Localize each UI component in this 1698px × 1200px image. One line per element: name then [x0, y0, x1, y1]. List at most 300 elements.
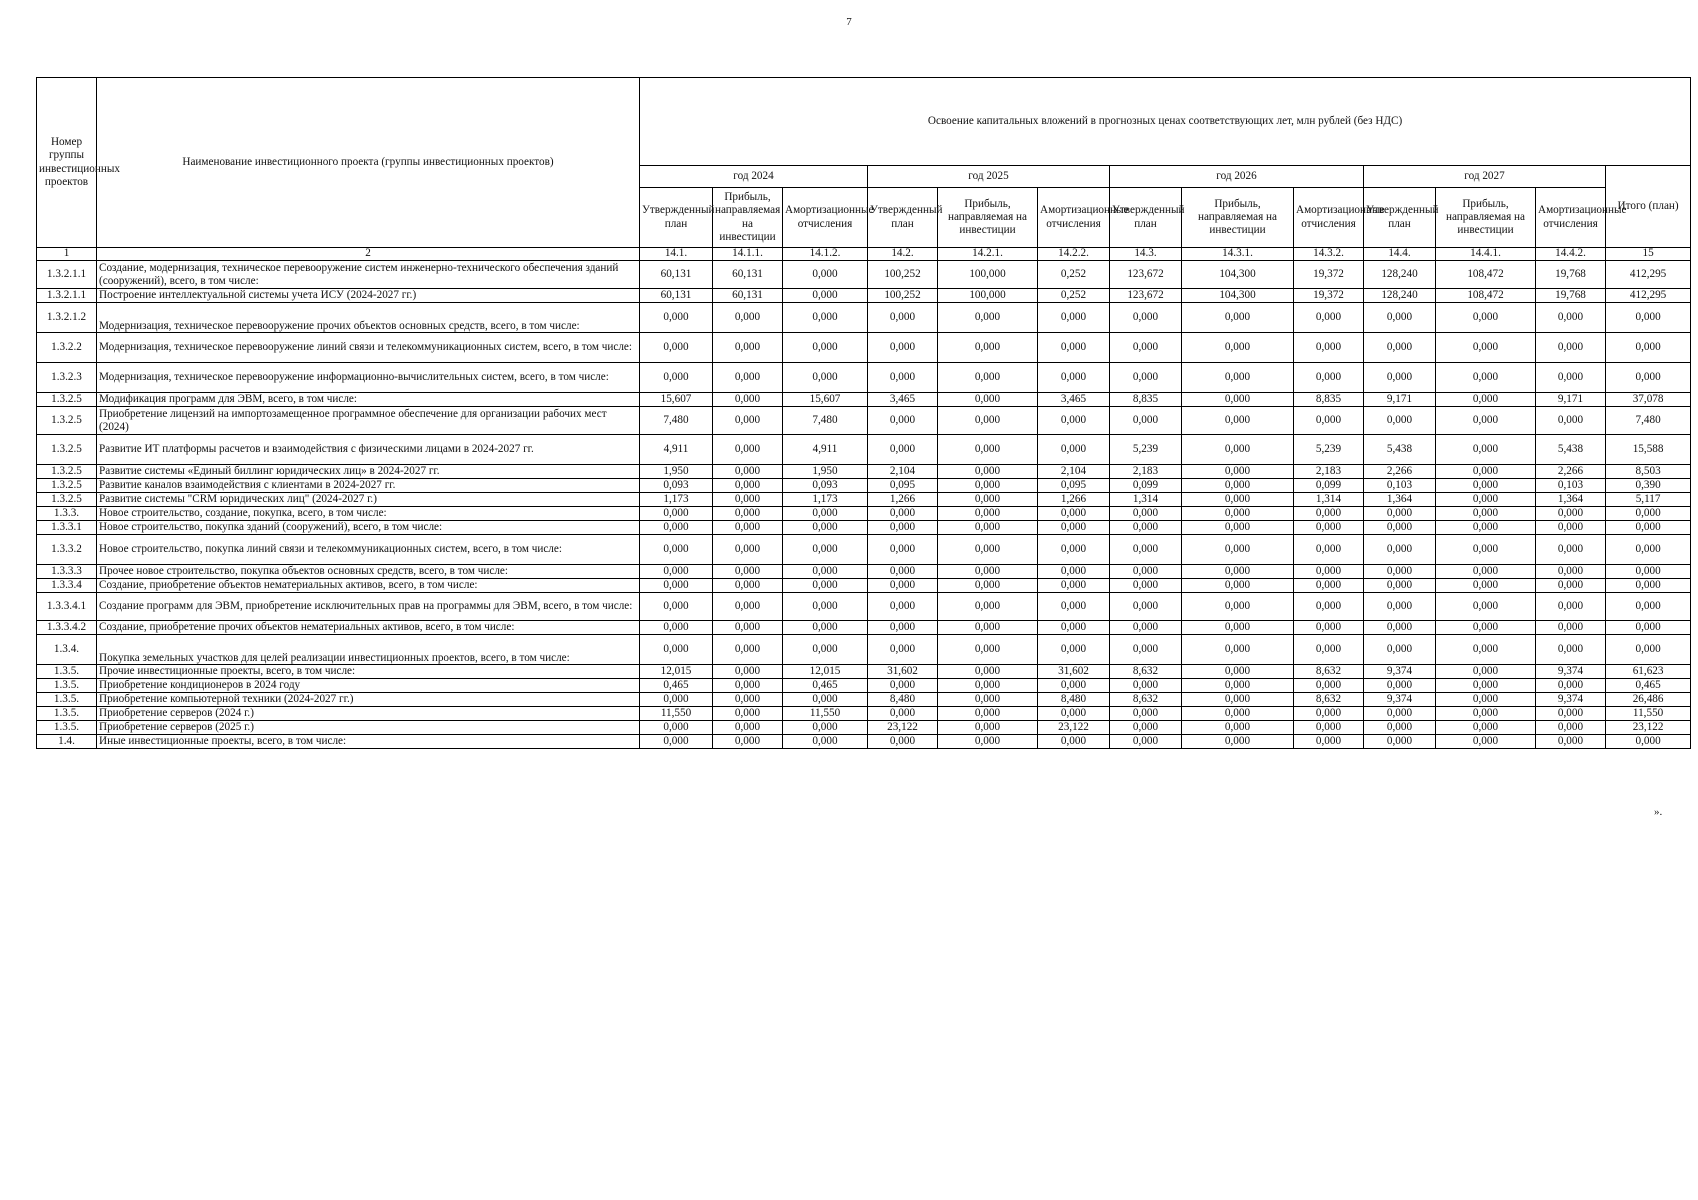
row-group-number: 1.3.2.1.2 [37, 303, 97, 333]
row-value-cell: 11,550 [1606, 707, 1691, 721]
index-cell: 14.4.1. [1436, 248, 1536, 261]
row-project-name: Приобретение лицензий на импортозамещенное программное обеспечение для организации рабочих мест (2024) [97, 407, 640, 435]
row-value-cell: 1,314 [1110, 493, 1182, 507]
row-project-name: Покупка земельных участков для целей реализации инвестиционных проектов, всего, в том числе: [97, 635, 640, 665]
row-value-cell: 0,000 [1294, 593, 1364, 621]
row-value-cell: 8,480 [1038, 693, 1110, 707]
row-value-cell: 0,000 [1294, 679, 1364, 693]
row-value-cell: 0,000 [783, 535, 868, 565]
row-value-cell: 15,607 [640, 393, 713, 407]
row-project-name: Создание, приобретение объектов нематериальных активов, всего, в том числе: [97, 579, 640, 593]
row-value-cell: 60,131 [640, 289, 713, 303]
row-group-number: 1.3.2.5 [37, 493, 97, 507]
row-value-cell: 5,438 [1364, 435, 1436, 465]
row-value-cell: 0,000 [1436, 407, 1536, 435]
row-value-cell: 9,374 [1364, 693, 1436, 707]
row-value-cell: 0,000 [713, 565, 783, 579]
row-value-cell: 0,000 [1110, 579, 1182, 593]
row-value-cell: 1,314 [1294, 493, 1364, 507]
row-value-cell: 0,000 [640, 593, 713, 621]
table-row [37, 521, 1691, 535]
index-cell: 14.3.1. [1182, 248, 1294, 261]
row-value-cell: 0,000 [938, 363, 1038, 393]
row-value-cell: 0,000 [1436, 565, 1536, 579]
row-value-cell: 8,503 [1606, 465, 1691, 479]
row-value-cell: 0,000 [938, 479, 1038, 493]
row-group-number: 1.3.5. [37, 679, 97, 693]
row-value-cell: 0,000 [1110, 303, 1182, 333]
row-value-cell: 2,183 [1294, 465, 1364, 479]
table-row [37, 679, 1691, 693]
row-value-cell: 0,000 [1364, 593, 1436, 621]
header-profit-2026: Прибыль, направляемая на инвестиции [1182, 188, 1294, 248]
header-year-2027: год 2027 [1364, 166, 1606, 188]
header-amort-2027: Амортизационные отчисления [1536, 188, 1606, 248]
row-group-number: 1.3.2.2 [37, 333, 97, 363]
row-value-cell: 19,768 [1536, 261, 1606, 289]
row-group-number: 1.3.4. [37, 635, 97, 665]
row-value-cell: 1,266 [868, 493, 938, 507]
row-project-name: Создание, приобретение прочих объектов нематериальных активов, всего, в том числе: [97, 621, 640, 635]
row-project-name: Приобретение кондиционеров в 2024 году [97, 679, 640, 693]
row-value-cell: 0,000 [938, 665, 1038, 679]
index-cell: 2 [97, 248, 640, 261]
row-project-name: Модернизация, техническое перевооружение прочих объектов основных средств, всего, в том числе: [97, 303, 640, 333]
row-project-name: Создание программ для ЭВМ, приобретение исключительных прав на программы для ЭВМ, всего, в том числе: [97, 593, 640, 621]
row-value-cell: 0,093 [783, 479, 868, 493]
row-value-cell: 0,000 [1038, 593, 1110, 621]
row-value-cell: 0,000 [938, 493, 1038, 507]
row-value-cell: 0,000 [1606, 507, 1691, 521]
row-value-cell: 0,252 [1038, 289, 1110, 303]
row-value-cell: 9,374 [1536, 693, 1606, 707]
index-cell: 15 [1606, 248, 1691, 261]
page-number: 7 [846, 16, 852, 28]
row-group-number: 1.3.3.3 [37, 565, 97, 579]
row-value-cell: 0,000 [1536, 363, 1606, 393]
row-value-cell: 0,000 [640, 735, 713, 749]
row-value-cell: 0,000 [1536, 621, 1606, 635]
row-value-cell: 0,000 [1436, 435, 1536, 465]
row-value-cell: 1,950 [640, 465, 713, 479]
row-value-cell: 0,000 [1182, 721, 1294, 735]
row-value-cell: 0,000 [1364, 521, 1436, 535]
row-value-cell: 11,550 [783, 707, 868, 721]
table-row [37, 261, 1691, 289]
row-value-cell: 0,465 [783, 679, 868, 693]
row-value-cell: 0,000 [783, 289, 868, 303]
row-value-cell: 4,911 [783, 435, 868, 465]
row-value-cell: 0,000 [1536, 593, 1606, 621]
header-profit-2027: Прибыль, направляемая на инвестиции [1436, 188, 1536, 248]
row-value-cell: 0,000 [1364, 407, 1436, 435]
row-value-cell: 0,000 [1182, 693, 1294, 707]
row-value-cell: 0,000 [1606, 579, 1691, 593]
row-value-cell: 0,000 [1182, 435, 1294, 465]
row-value-cell: 0,000 [938, 693, 1038, 707]
row-value-cell: 0,000 [1294, 507, 1364, 521]
row-value-cell: 0,000 [640, 693, 713, 707]
row-value-cell: 0,000 [1364, 579, 1436, 593]
row-value-cell: 1,266 [1038, 493, 1110, 507]
row-value-cell: 8,835 [1110, 393, 1182, 407]
row-value-cell: 23,122 [868, 721, 938, 735]
table-row [37, 565, 1691, 579]
row-value-cell: 4,911 [640, 435, 713, 465]
row-value-cell: 0,000 [1364, 507, 1436, 521]
row-group-number: 1.4. [37, 735, 97, 749]
row-value-cell: 108,472 [1436, 261, 1536, 289]
row-value-cell: 0,000 [1110, 333, 1182, 363]
row-value-cell: 12,015 [640, 665, 713, 679]
header-year-2025: год 2025 [868, 166, 1110, 188]
row-value-cell: 0,000 [1110, 721, 1182, 735]
row-value-cell: 0,000 [1110, 621, 1182, 635]
row-value-cell: 0,000 [938, 521, 1038, 535]
row-value-cell: 0,000 [713, 333, 783, 363]
row-value-cell: 0,000 [1536, 635, 1606, 665]
row-value-cell: 19,768 [1536, 289, 1606, 303]
header-profit-2024: Прибыль, направляемая на инвестиции [713, 188, 783, 248]
row-value-cell: 2,104 [1038, 465, 1110, 479]
row-value-cell: 3,465 [868, 393, 938, 407]
index-cell: 14.2.1. [938, 248, 1038, 261]
row-value-cell: 0,000 [1436, 721, 1536, 735]
row-value-cell: 0,000 [1294, 303, 1364, 333]
row-value-cell: 0,000 [1436, 363, 1536, 393]
row-value-cell: 19,372 [1294, 261, 1364, 289]
row-value-cell: 0,000 [868, 707, 938, 721]
table-row [37, 707, 1691, 721]
row-value-cell: 0,000 [1436, 735, 1536, 749]
row-value-cell: 0,000 [1436, 535, 1536, 565]
row-value-cell: 8,632 [1110, 693, 1182, 707]
table-row [37, 393, 1691, 407]
end-mark: ». [1654, 806, 1663, 818]
row-group-number: 1.3.3. [37, 507, 97, 521]
table-body [37, 261, 1691, 749]
row-value-cell: 0,000 [1182, 465, 1294, 479]
row-value-cell: 0,000 [1294, 521, 1364, 535]
row-value-cell: 0,000 [640, 303, 713, 333]
row-value-cell: 7,480 [640, 407, 713, 435]
row-project-name: Развитие каналов взаимодействия с клиентами в 2024-2027 гг. [97, 479, 640, 493]
row-value-cell: 412,295 [1606, 261, 1691, 289]
row-value-cell: 0,390 [1606, 479, 1691, 493]
row-value-cell: 9,374 [1364, 665, 1436, 679]
row-project-name: Приобретение компьютерной техники (2024-2027 гг.) [97, 693, 640, 707]
row-value-cell: 0,000 [1436, 707, 1536, 721]
row-value-cell: 0,000 [1182, 479, 1294, 493]
header-approved-2026: Утвержденный план [1110, 188, 1182, 248]
row-value-cell: 2,266 [1364, 465, 1436, 479]
row-value-cell: 0,000 [713, 679, 783, 693]
row-value-cell: 100,000 [938, 289, 1038, 303]
row-value-cell: 0,093 [640, 479, 713, 493]
row-value-cell: 0,000 [783, 621, 868, 635]
row-value-cell: 0,000 [1436, 493, 1536, 507]
row-value-cell: 0,000 [783, 721, 868, 735]
row-value-cell: 15,607 [783, 393, 868, 407]
row-value-cell: 0,000 [1182, 735, 1294, 749]
row-value-cell: 0,000 [1110, 535, 1182, 565]
row-project-name: Развитие системы «Единый биллинг юридических лиц» в 2024-2027 гг. [97, 465, 640, 479]
row-group-number: 1.3.2.5 [37, 465, 97, 479]
row-value-cell: 0,000 [868, 593, 938, 621]
header-project-name: Наименование инвестиционного проекта (группы инвестиционных проектов) [97, 78, 640, 248]
row-value-cell: 0,000 [713, 665, 783, 679]
row-group-number: 1.3.2.1.1 [37, 289, 97, 303]
row-value-cell: 0,000 [1536, 303, 1606, 333]
row-value-cell: 0,000 [938, 707, 1038, 721]
table-row [37, 735, 1691, 749]
row-value-cell: 0,099 [1294, 479, 1364, 493]
row-project-name: Прочее новое строительство, покупка объектов основных средств, всего, в том числе: [97, 565, 640, 579]
row-value-cell: 3,465 [1038, 393, 1110, 407]
header-group-number: Номер группы инвестиционных проектов [37, 78, 97, 248]
header-amort-2025: Амортизационные отчисления [1038, 188, 1110, 248]
row-value-cell: 0,000 [938, 435, 1038, 465]
row-value-cell: 1,364 [1536, 493, 1606, 507]
row-group-number: 1.3.2.5 [37, 407, 97, 435]
row-value-cell: 60,131 [640, 261, 713, 289]
row-value-cell: 0,000 [640, 363, 713, 393]
row-value-cell: 60,131 [713, 261, 783, 289]
row-value-cell: 123,672 [1110, 289, 1182, 303]
row-value-cell: 0,465 [1606, 679, 1691, 693]
row-value-cell: 0,000 [713, 521, 783, 535]
row-value-cell: 0,000 [713, 621, 783, 635]
row-value-cell: 0,000 [1436, 521, 1536, 535]
row-value-cell: 11,550 [640, 707, 713, 721]
row-value-cell: 0,000 [640, 507, 713, 521]
row-value-cell: 0,000 [938, 579, 1038, 593]
index-cell: 14.2. [868, 248, 938, 261]
row-value-cell: 0,000 [938, 407, 1038, 435]
row-value-cell: 0,000 [1294, 407, 1364, 435]
table-row [37, 593, 1691, 621]
row-value-cell: 0,000 [1606, 635, 1691, 665]
row-value-cell: 0,000 [1606, 535, 1691, 565]
row-value-cell: 0,000 [783, 261, 868, 289]
row-value-cell: 0,000 [713, 303, 783, 333]
row-project-name: Приобретение серверов (2024 г.) [97, 707, 640, 721]
row-value-cell: 19,372 [1294, 289, 1364, 303]
row-value-cell: 0,000 [1038, 707, 1110, 721]
row-value-cell: 0,000 [868, 507, 938, 521]
row-value-cell: 0,000 [1436, 303, 1536, 333]
table-row [37, 507, 1691, 521]
row-value-cell: 0,000 [713, 479, 783, 493]
row-value-cell: 0,000 [1038, 333, 1110, 363]
row-group-number: 1.3.2.5 [37, 435, 97, 465]
row-value-cell: 0,000 [1110, 635, 1182, 665]
row-value-cell: 0,000 [868, 679, 938, 693]
row-value-cell: 0,000 [1110, 735, 1182, 749]
row-value-cell: 8,480 [868, 693, 938, 707]
row-value-cell: 0,000 [1294, 535, 1364, 565]
row-value-cell: 0,000 [1536, 565, 1606, 579]
header-development: Освоение капитальных вложений в прогнозных ценах соответствующих лет, млн рублей (без НДС) [640, 78, 1691, 166]
index-cell: 14.2.2. [1038, 248, 1110, 261]
row-value-cell: 0,000 [1606, 565, 1691, 579]
header-amort-2024: Амортизационные отчисления [783, 188, 868, 248]
row-value-cell: 0,095 [1038, 479, 1110, 493]
table-row [37, 303, 1691, 333]
row-value-cell: 0,000 [713, 393, 783, 407]
index-cell: 14.3. [1110, 248, 1182, 261]
row-project-name: Развитие системы "CRM юридических лиц" (2024-2027 г.) [97, 493, 640, 507]
row-value-cell: 0,000 [1182, 493, 1294, 507]
row-value-cell: 0,000 [1294, 565, 1364, 579]
row-value-cell: 0,000 [783, 635, 868, 665]
row-value-cell: 100,000 [938, 261, 1038, 289]
row-value-cell: 0,000 [1606, 593, 1691, 621]
row-value-cell: 0,000 [713, 693, 783, 707]
table-row [37, 635, 1691, 665]
index-cell: 14.4. [1364, 248, 1436, 261]
row-value-cell: 100,252 [868, 261, 938, 289]
row-value-cell: 0,000 [1364, 635, 1436, 665]
header-approved-2024: Утвержденный план [640, 188, 713, 248]
investment-table-container [36, 77, 1679, 749]
row-project-name: Модернизация, техническое перевооружение линий связи и телекоммуникационных систем, всего, в том числе: [97, 333, 640, 363]
row-value-cell: 0,000 [1182, 333, 1294, 363]
row-value-cell: 0,000 [938, 393, 1038, 407]
row-value-cell: 0,000 [1182, 679, 1294, 693]
row-value-cell: 0,000 [938, 679, 1038, 693]
row-value-cell: 0,103 [1536, 479, 1606, 493]
row-value-cell: 0,000 [1038, 507, 1110, 521]
row-project-name: Прочие инвестиционные проекты, всего, в том числе: [97, 665, 640, 679]
header-approved-2025: Утвержденный план [868, 188, 938, 248]
row-value-cell: 108,472 [1436, 289, 1536, 303]
row-value-cell: 0,000 [1182, 707, 1294, 721]
row-value-cell: 0,000 [868, 621, 938, 635]
index-cell: 14.1. [640, 248, 713, 261]
row-value-cell: 0,000 [713, 507, 783, 521]
row-value-cell: 0,000 [1038, 363, 1110, 393]
row-value-cell: 0,000 [1364, 707, 1436, 721]
table-row [37, 621, 1691, 635]
row-value-cell: 2,104 [868, 465, 938, 479]
row-group-number: 1.3.3.4.1 [37, 593, 97, 621]
row-value-cell: 0,000 [1606, 333, 1691, 363]
row-value-cell: 0,000 [783, 565, 868, 579]
row-value-cell: 0,000 [783, 693, 868, 707]
row-group-number: 1.3.5. [37, 707, 97, 721]
row-value-cell: 0,000 [1038, 521, 1110, 535]
row-value-cell: 0,000 [713, 593, 783, 621]
row-value-cell: 1,950 [783, 465, 868, 479]
row-value-cell: 1,364 [1364, 493, 1436, 507]
row-value-cell: 0,000 [868, 407, 938, 435]
row-value-cell: 0,000 [938, 507, 1038, 521]
row-value-cell: 0,000 [713, 407, 783, 435]
row-value-cell: 0,095 [868, 479, 938, 493]
row-value-cell: 0,252 [1038, 261, 1110, 289]
row-value-cell: 123,672 [1110, 261, 1182, 289]
row-value-cell: 0,000 [640, 579, 713, 593]
row-value-cell: 0,000 [1294, 621, 1364, 635]
table-row [37, 721, 1691, 735]
row-group-number: 1.3.3.2 [37, 535, 97, 565]
row-project-name: Модернизация, техническое перевооружение информационно-вычислительных систем, всего, в том числе: [97, 363, 640, 393]
row-project-name: Новое строительство, покупка линий связи и телекоммуникационных систем, всего, в том числе: [97, 535, 640, 565]
row-value-cell: 0,000 [1182, 593, 1294, 621]
row-value-cell: 0,000 [868, 333, 938, 363]
row-project-name: Развитие ИТ платформы расчетов и взаимодействия с физическими лицами в 2024-2027 гг. [97, 435, 640, 465]
row-value-cell: 0,000 [1038, 635, 1110, 665]
row-value-cell: 0,000 [938, 735, 1038, 749]
index-cell: 14.3.2. [1294, 248, 1364, 261]
row-group-number: 1.3.2.3 [37, 363, 97, 393]
row-project-name: Модификация программ для ЭВМ, всего, в том числе: [97, 393, 640, 407]
row-group-number: 1.3.3.1 [37, 521, 97, 535]
row-group-number: 1.3.2.5 [37, 479, 97, 493]
row-value-cell: 37,078 [1606, 393, 1691, 407]
row-value-cell: 0,000 [1606, 735, 1691, 749]
row-value-cell: 0,000 [938, 721, 1038, 735]
row-value-cell: 0,000 [1536, 579, 1606, 593]
row-value-cell: 0,000 [713, 721, 783, 735]
row-value-cell: 15,588 [1606, 435, 1691, 465]
row-value-cell: 0,000 [1038, 565, 1110, 579]
row-value-cell: 1,173 [783, 493, 868, 507]
row-value-cell: 0,000 [713, 579, 783, 593]
row-value-cell: 100,252 [868, 289, 938, 303]
row-value-cell: 23,122 [1606, 721, 1691, 735]
row-value-cell: 0,000 [640, 635, 713, 665]
row-value-cell: 0,103 [1364, 479, 1436, 493]
row-value-cell: 0,000 [1364, 303, 1436, 333]
row-value-cell: 0,000 [1182, 535, 1294, 565]
row-value-cell: 0,000 [713, 465, 783, 479]
row-value-cell: 26,486 [1606, 693, 1691, 707]
table-row [37, 493, 1691, 507]
row-value-cell: 0,000 [1294, 635, 1364, 665]
row-value-cell: 0,000 [1038, 435, 1110, 465]
row-value-cell: 5,438 [1536, 435, 1606, 465]
row-value-cell: 0,000 [640, 521, 713, 535]
row-project-name: Новое строительство, покупка зданий (сооружений), всего, в том числе: [97, 521, 640, 535]
row-value-cell: 0,000 [640, 535, 713, 565]
row-value-cell: 61,623 [1606, 665, 1691, 679]
header-profit-2025: Прибыль, направляемая на инвестиции [938, 188, 1038, 248]
row-value-cell: 0,000 [640, 333, 713, 363]
row-value-cell: 8,632 [1110, 665, 1182, 679]
row-value-cell: 0,000 [1294, 721, 1364, 735]
row-value-cell: 0,000 [1182, 407, 1294, 435]
row-value-cell: 0,000 [1110, 507, 1182, 521]
row-value-cell: 23,122 [1038, 721, 1110, 735]
row-value-cell: 5,117 [1606, 493, 1691, 507]
row-value-cell: 0,000 [1536, 707, 1606, 721]
row-value-cell: 0,000 [1110, 679, 1182, 693]
row-value-cell: 104,300 [1182, 261, 1294, 289]
row-value-cell: 0,000 [713, 707, 783, 721]
row-value-cell: 7,480 [783, 407, 868, 435]
row-value-cell: 8,835 [1294, 393, 1364, 407]
header-year-2024: год 2024 [640, 166, 868, 188]
table-row [37, 579, 1691, 593]
row-value-cell: 0,000 [1038, 735, 1110, 749]
row-value-cell: 0,000 [640, 721, 713, 735]
row-value-cell: 0,000 [868, 735, 938, 749]
row-value-cell: 0,000 [938, 333, 1038, 363]
row-value-cell: 0,000 [783, 303, 868, 333]
row-value-cell: 0,000 [1436, 579, 1536, 593]
